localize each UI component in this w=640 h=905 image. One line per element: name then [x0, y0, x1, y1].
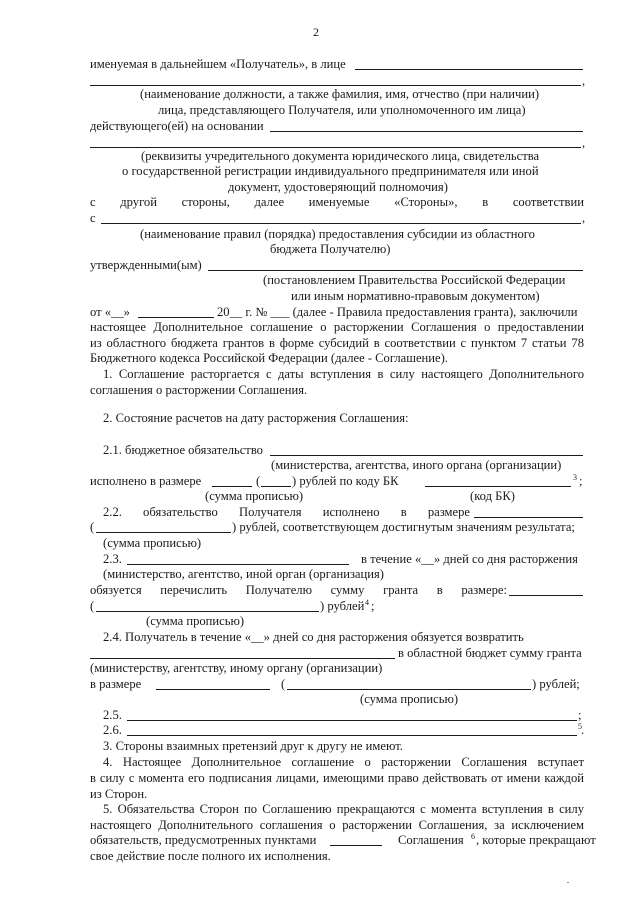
text-line: , которые прекращают: [476, 833, 596, 847]
word: в: [436, 583, 443, 597]
punctuation: ,: [582, 211, 586, 225]
word: стороны,: [181, 195, 230, 209]
caption-line: (министерству, агентству, иному органу (организации): [90, 661, 383, 675]
text-line: в областной бюджет сумму гранта: [398, 646, 582, 660]
caption-line: о государственной регистрации индивидуального предпринимателя или иной: [122, 164, 539, 178]
word: перечислить: [160, 583, 228, 597]
caption-line: (сумма прописью): [146, 614, 245, 628]
page-number: 2: [313, 25, 319, 39]
punctuation: ;: [578, 708, 582, 722]
blank-line: [270, 131, 583, 132]
blank-line: [474, 517, 583, 518]
word: исполнено: [322, 505, 380, 519]
text-line: 2.1. бюджетное обязательство: [103, 443, 263, 457]
footnote-marker: 6: [471, 832, 475, 841]
caption-line: документ, удостоверяющий полномочия): [228, 180, 448, 194]
text-line: от «__»: [90, 305, 130, 319]
blank-line: [212, 486, 252, 487]
caption-line: лица, представляющего Получателя, или уполномоченного им лица): [158, 103, 526, 117]
justified-line: [90, 195, 584, 210]
text-line: ) рублей: [320, 599, 365, 613]
caption-line: (постановлением Правительства Российской Федерации: [263, 273, 566, 287]
blank-line: [208, 270, 583, 271]
word: Получателя: [239, 505, 302, 519]
text-line: из Сторон.: [90, 787, 148, 801]
blank-line: [509, 595, 583, 596]
caption-line: (сумма прописью): [205, 489, 304, 503]
blank-line: [156, 689, 270, 690]
blank-line: [127, 735, 577, 736]
word: другой: [120, 195, 157, 209]
justified-line: 4. Настоящее Дополнительное соглашение о расторжении Соглашения вступает: [103, 755, 584, 769]
blank-line: [127, 720, 577, 721]
text-line: 2.4. Получатель в течение «__» дней со дня расторжения обязуется возвратить: [103, 630, 524, 644]
justified-line: [90, 583, 507, 598]
word: сумму: [330, 583, 365, 597]
justified-line: из областного бюджета грантов в форме субсидий в соответствии с пунктом 7 статьи 78: [90, 336, 584, 350]
justified-line: настоящее Дополнительное соглашение о расторжении Соглашения о предоставлении: [90, 320, 584, 334]
text-line: ) рублей;: [532, 677, 580, 691]
caption-line: или иным нормативно-правовым документом): [291, 289, 540, 303]
caption-line: (министерства, агентства, иного органа (организации): [271, 458, 562, 472]
text-line: исполнено в размере: [90, 474, 202, 488]
blank-line: [90, 658, 395, 659]
blank-line: [127, 564, 349, 565]
blank-line: [355, 69, 583, 70]
caption-line: (наименование должности, а также фамилия, имя, отчество (при наличии): [140, 87, 540, 101]
word: гранта: [383, 583, 419, 597]
word: 2.2.: [103, 505, 122, 519]
justified-line: 1. Соглашение расторгается с даты вступления в силу настоящего Дополнительного: [103, 367, 584, 381]
caption-line: (наименование правил (порядка) предоставления субсидии из областного: [140, 227, 535, 241]
text-line: соглашения о расторжении Соглашения.: [90, 383, 308, 397]
blank-line: [138, 317, 214, 318]
caption-line: (сумма прописью): [103, 536, 202, 550]
text-line: 20__ г. № ___ (далее - Правила предоставления гранта), заключили: [217, 305, 578, 319]
punctuation: ;: [579, 474, 583, 488]
caption-line: (реквизиты учредительного документа юридического лица, свидетельства: [141, 149, 540, 163]
text-line: в размере: [90, 677, 142, 691]
blank-line: [101, 223, 581, 224]
text-line: (: [281, 677, 286, 691]
text-line: свое действие после полного их исполнения.: [90, 849, 331, 863]
blank-line: [287, 689, 531, 690]
footnote-marker: 4: [365, 598, 369, 607]
text-line: 2.6.: [103, 723, 122, 737]
word: соответствии: [512, 195, 584, 209]
text-line: действующего(ей) на основании: [90, 119, 264, 133]
footnote-marker: 3: [573, 473, 577, 482]
blank-line: [90, 147, 581, 148]
text-line: (: [256, 474, 261, 488]
caption-line: (код БК): [470, 489, 515, 503]
punctuation: .: [581, 723, 585, 737]
caption-line: (министерство, агентство, иной орган (организация): [103, 567, 384, 581]
word: размере: [427, 505, 470, 519]
text-line: 3. Стороны взаимных претензий друг к другу не имеют.: [103, 739, 403, 753]
footnote-marker: 5: [578, 722, 582, 731]
blank-line: [270, 455, 583, 456]
text-line: 2.5.: [103, 708, 122, 722]
text-line: Бюджетного кодекса Российской Федерации (далее - Соглашение).: [90, 351, 448, 365]
justified-line: [103, 505, 470, 520]
text-line: Соглашения: [398, 833, 464, 847]
punctuation: ,: [582, 74, 586, 88]
word: именуемые: [308, 195, 370, 209]
word: в: [482, 195, 489, 209]
word: далее: [254, 195, 285, 209]
blank-line: [425, 486, 571, 487]
text-line: (: [90, 599, 95, 613]
justified-line: 5. Обязательства Сторон по Соглашению прекращаются с момента вступления в силу: [103, 802, 584, 816]
blank-line: [261, 486, 291, 487]
blank-line: [330, 845, 382, 846]
word: обязуется: [90, 583, 142, 597]
word: размере:: [461, 583, 507, 597]
text-line: в течение «__» дней со дня расторжения: [361, 552, 578, 566]
text-line: обязательств, предусмотренных пунктами: [90, 833, 317, 847]
text-line: ) рублей, соответствующем достигнутым значениям результата;: [232, 520, 575, 534]
caption-line: (сумма прописью): [360, 692, 459, 706]
justified-line: в силу с момента его подписания лицами, имеющими право действовать от имени каждой: [90, 771, 584, 785]
text-line: 2.3.: [103, 552, 122, 566]
text-line: с: [90, 211, 96, 225]
blank-line: [96, 532, 231, 533]
word: с: [90, 195, 96, 209]
text-line: (: [90, 520, 95, 534]
caption-line: бюджета Получателю): [270, 242, 391, 256]
word: «Стороны»,: [394, 195, 458, 209]
scan-speck: [567, 882, 569, 883]
punctuation: ,: [582, 136, 586, 150]
section-heading: 2. Состояние расчетов на дату расторжения Соглашения:: [103, 411, 409, 425]
word: в: [400, 505, 407, 519]
text-line: именуемая в дальнейшем «Получатель», в лице: [90, 57, 346, 71]
text-line: ) рублей по коду БК: [292, 474, 399, 488]
text-line: утвержденными(ым): [90, 258, 202, 272]
blank-line: [90, 85, 581, 86]
punctuation: ;: [371, 599, 375, 613]
blank-line: [96, 611, 319, 612]
word: Получателю: [245, 583, 312, 597]
justified-line: настоящего Дополнительного соглашения о расторжении Соглашения, за исключением: [90, 818, 584, 832]
word: обязательство: [143, 505, 218, 519]
